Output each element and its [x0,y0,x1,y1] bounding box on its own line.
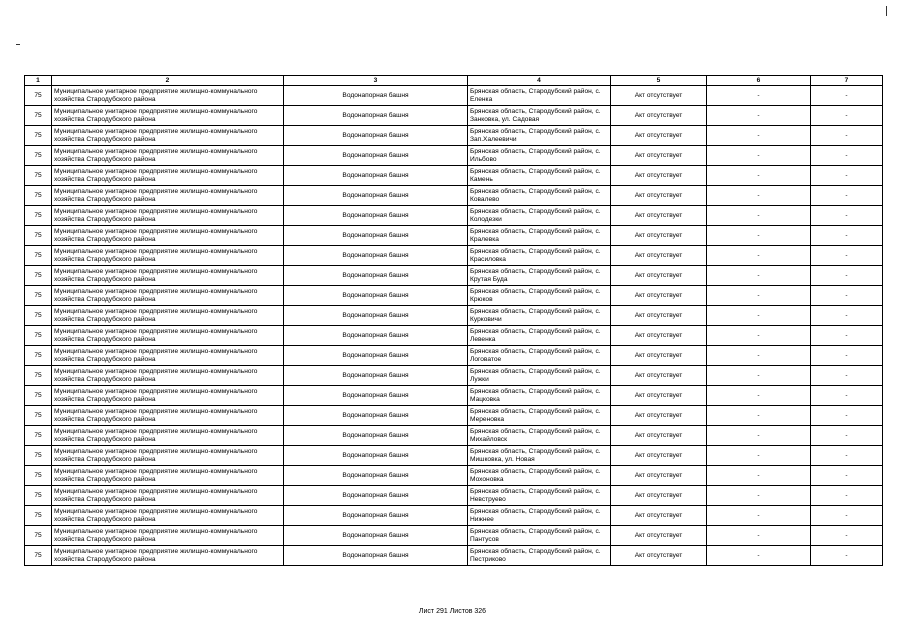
organization-cell: Муниципальное унитарное предприятие жилищно-коммунального хозяйства Стародубского района [52,366,284,386]
table-body [25,86,883,566]
column-6-cell: - [707,526,811,546]
act-status-cell: Акт отсутствует [611,326,707,346]
column-6-cell: - [707,406,811,426]
table-row [25,186,883,206]
object-type-cell: Водонапорная башня [284,146,468,166]
act-status-cell: Акт отсутствует [611,526,707,546]
column-7-cell: - [811,366,883,386]
column-7-cell: - [811,226,883,246]
object-type-cell: Водонапорная башня [284,406,468,426]
object-type-cell: Водонапорная башня [284,286,468,306]
act-status-cell: Акт отсутствует [611,426,707,446]
column-7-cell: - [811,126,883,146]
column-6-cell: - [707,186,811,206]
address-cell: Брянская область, Стародубский район, с. Лужки [468,366,611,386]
row-number-cell: 75 [25,446,52,466]
address-cell: Брянская область, Стародубский район, с. Занковка, ул. Садовая [468,106,611,126]
act-status-cell: Акт отсутствует [611,106,707,126]
organization-cell: Муниципальное унитарное предприятие жилищно-коммунального хозяйства Стародубского района [52,226,284,246]
table-row [25,306,883,326]
organization-cell: Муниципальное унитарное предприятие жилищно-коммунального хозяйства Стародубского района [52,166,284,186]
organization-cell: Муниципальное унитарное предприятие жилищно-коммунального хозяйства Стародубского района [52,106,284,126]
column-7-cell: - [811,406,883,426]
act-status-cell: Акт отсутствует [611,86,707,106]
column-6-cell: - [707,126,811,146]
act-status-cell: Акт отсутствует [611,226,707,246]
column-7-cell: - [811,426,883,446]
column-6-cell: - [707,226,811,246]
column-header-1: 1 [25,76,52,86]
act-status-cell: Акт отсутствует [611,166,707,186]
address-cell: Брянская область, Стародубский район, с. Невструево [468,486,611,506]
row-number-cell: 75 [25,106,52,126]
margin-mark [886,6,887,16]
column-7-cell: - [811,206,883,226]
column-6-cell: - [707,146,811,166]
act-status-cell: Акт отсутствует [611,286,707,306]
table-row [25,346,883,366]
column-7-cell: - [811,486,883,506]
column-6-cell: - [707,506,811,526]
column-7-cell: - [811,306,883,326]
address-cell: Брянская область, Стародубский район, с. Мацковка [468,386,611,406]
act-status-cell: Акт отсутствует [611,546,707,566]
act-status-cell: Акт отсутствует [611,126,707,146]
organization-cell: Муниципальное унитарное предприятие жилищно-коммунального хозяйства Стародубского района [52,406,284,426]
column-6-cell: - [707,86,811,106]
object-type-cell: Водонапорная башня [284,426,468,446]
column-7-cell: - [811,546,883,566]
organization-cell: Муниципальное унитарное предприятие жилищно-коммунального хозяйства Стародубского района [52,386,284,406]
table-row [25,426,883,446]
table-row [25,226,883,246]
organization-cell: Муниципальное унитарное предприятие жилищно-коммунального хозяйства Стародубского района [52,526,284,546]
header-row [25,76,883,86]
column-6-cell: - [707,426,811,446]
organization-cell: Муниципальное унитарное предприятие жилищно-коммунального хозяйства Стародубского района [52,306,284,326]
column-7-cell: - [811,166,883,186]
address-cell: Брянская область, Стародубский район, с. Пестриково [468,546,611,566]
margin-mark [16,44,20,45]
column-6-cell: - [707,546,811,566]
address-cell: Брянская область, Стародубский район, с. Левенка [468,326,611,346]
object-type-cell: Водонапорная башня [284,326,468,346]
table-row [25,206,883,226]
object-type-cell: Водонапорная башня [284,126,468,146]
table-row [25,286,883,306]
act-status-cell: Акт отсутствует [611,486,707,506]
column-7-cell: - [811,466,883,486]
row-number-cell: 75 [25,426,52,446]
object-type-cell: Водонапорная башня [284,386,468,406]
act-status-cell: Акт отсутствует [611,186,707,206]
row-number-cell: 75 [25,286,52,306]
table-row [25,246,883,266]
address-cell: Брянская область, Стародубский район, с. Камень [468,166,611,186]
column-header-7: 7 [811,76,883,86]
address-cell: Брянская область, Стародубский район, с. Ильбово [468,146,611,166]
column-7-cell: - [811,106,883,126]
column-header-4: 4 [468,76,611,86]
table-row [25,466,883,486]
object-type-cell: Водонапорная башня [284,366,468,386]
row-number-cell: 75 [25,346,52,366]
object-type-cell: Водонапорная башня [284,506,468,526]
row-number-cell: 75 [25,466,52,486]
column-7-cell: - [811,326,883,346]
act-status-cell: Акт отсутствует [611,386,707,406]
column-header-2: 2 [52,76,284,86]
organization-cell: Муниципальное унитарное предприятие жилищно-коммунального хозяйства Стародубского района [52,506,284,526]
column-header-3: 3 [284,76,468,86]
column-6-cell: - [707,206,811,226]
act-status-cell: Акт отсутствует [611,366,707,386]
organization-cell: Муниципальное унитарное предприятие жилищно-коммунального хозяйства Стародубского района [52,486,284,506]
act-status-cell: Акт отсутствует [611,446,707,466]
column-6-cell: - [707,326,811,346]
organization-cell: Муниципальное унитарное предприятие жилищно-коммунального хозяйства Стародубского района [52,126,284,146]
column-6-cell: - [707,466,811,486]
column-6-cell: - [707,446,811,466]
object-type-cell: Водонапорная башня [284,306,468,326]
organization-cell: Муниципальное унитарное предприятие жилищно-коммунального хозяйства Стародубского района [52,206,284,226]
row-number-cell: 75 [25,506,52,526]
table-row [25,486,883,506]
address-cell: Брянская область, Стародубский район, с. Мохоновка [468,466,611,486]
address-cell: Брянская область, Стародубский район, с. Красиловка [468,246,611,266]
object-type-cell: Водонапорная башня [284,526,468,546]
column-6-cell: - [707,166,811,186]
table-row [25,406,883,426]
object-type-cell: Водонапорная башня [284,106,468,126]
address-cell: Брянская область, Стародубский район, с. Зап.Халеевичи [468,126,611,146]
page-footer: Лист 291 Листов 326 [418,608,487,615]
column-6-cell: - [707,106,811,126]
object-type-cell: Водонапорная башня [284,346,468,366]
organization-cell: Муниципальное унитарное предприятие жилищно-коммунального хозяйства Стародубского района [52,346,284,366]
column-7-cell: - [811,446,883,466]
object-type-cell: Водонапорная башня [284,166,468,186]
row-number-cell: 75 [25,226,52,246]
row-number-cell: 75 [25,306,52,326]
column-7-cell: - [811,346,883,366]
row-number-cell: 75 [25,486,52,506]
column-header-6: 6 [707,76,811,86]
table-row [25,86,883,106]
object-type-cell: Водонапорная башня [284,466,468,486]
organization-cell: Муниципальное унитарное предприятие жилищно-коммунального хозяйства Стародубского района [52,426,284,446]
column-7-cell: - [811,266,883,286]
address-cell: Брянская область, Стародубский район, с. Михайловск [468,426,611,446]
table-row [25,366,883,386]
row-number-cell: 75 [25,406,52,426]
address-cell: Брянская область, Стародубский район, с. Кралевка [468,226,611,246]
column-7-cell: - [811,526,883,546]
organization-cell: Муниципальное унитарное предприятие жилищно-коммунального хозяйства Стародубского района [52,546,284,566]
column-6-cell: - [707,486,811,506]
address-cell: Брянская область, Стародубский район, с. Нижнее [468,506,611,526]
organization-cell: Муниципальное унитарное предприятие жилищно-коммунального хозяйства Стародубского района [52,326,284,346]
table-row [25,386,883,406]
column-7-cell: - [811,286,883,306]
row-number-cell: 75 [25,386,52,406]
column-6-cell: - [707,346,811,366]
act-status-cell: Акт отсутствует [611,506,707,526]
column-7-cell: - [811,86,883,106]
table-row [25,446,883,466]
organization-cell: Муниципальное унитарное предприятие жилищно-коммунального хозяйства Стародубского района [52,286,284,306]
registry-table [24,75,883,566]
table-row [25,166,883,186]
table-row [25,146,883,166]
column-7-cell: - [811,146,883,166]
table-row [25,506,883,526]
act-status-cell: Акт отсутствует [611,146,707,166]
row-number-cell: 75 [25,206,52,226]
object-type-cell: Водонапорная башня [284,546,468,566]
address-cell: Брянская область, Стародубский район, с. Крутая Буда [468,266,611,286]
object-type-cell: Водонапорная башня [284,206,468,226]
column-7-cell: - [811,506,883,526]
row-number-cell: 75 [25,326,52,346]
row-number-cell: 75 [25,126,52,146]
address-cell: Брянская область, Стародубский район, с. Мишковка, ул. Новая [468,446,611,466]
act-status-cell: Акт отсутствует [611,206,707,226]
object-type-cell: Водонапорная башня [284,446,468,466]
column-6-cell: - [707,246,811,266]
column-header-5: 5 [611,76,707,86]
address-cell: Брянская область, Стародубский район, с. Курковичи [468,306,611,326]
column-6-cell: - [707,306,811,326]
organization-cell: Муниципальное унитарное предприятие жилищно-коммунального хозяйства Стародубского района [52,266,284,286]
table-row [25,106,883,126]
act-status-cell: Акт отсутствует [611,466,707,486]
object-type-cell: Водонапорная башня [284,86,468,106]
column-6-cell: - [707,366,811,386]
organization-cell: Муниципальное унитарное предприятие жилищно-коммунального хозяйства Стародубского района [52,466,284,486]
address-cell: Брянская область, Стародубский район, с. Пантусов [468,526,611,546]
organization-cell: Муниципальное унитарное предприятие жилищно-коммунального хозяйства Стародубского района [52,86,284,106]
row-number-cell: 75 [25,366,52,386]
object-type-cell: Водонапорная башня [284,186,468,206]
act-status-cell: Акт отсутствует [611,406,707,426]
column-7-cell: - [811,386,883,406]
row-number-cell: 75 [25,526,52,546]
act-status-cell: Акт отсутствует [611,266,707,286]
column-7-cell: - [811,246,883,266]
table-row [25,546,883,566]
object-type-cell: Водонапорная башня [284,266,468,286]
row-number-cell: 75 [25,166,52,186]
address-cell: Брянская область, Стародубский район, с. Ковалево [468,186,611,206]
column-6-cell: - [707,386,811,406]
row-number-cell: 75 [25,546,52,566]
organization-cell: Муниципальное унитарное предприятие жилищно-коммунального хозяйства Стародубского района [52,146,284,166]
address-cell: Брянская область, Стародубский район, с. Логоватое [468,346,611,366]
object-type-cell: Водонапорная башня [284,246,468,266]
organization-cell: Муниципальное унитарное предприятие жилищно-коммунального хозяйства Стародубского района [52,246,284,266]
address-cell: Брянская область, Стародубский район, с. Крюков [468,286,611,306]
row-number-cell: 75 [25,146,52,166]
row-number-cell: 75 [25,186,52,206]
address-cell: Брянская область, Стародубский район, с. Мереновка [468,406,611,426]
organization-cell: Муниципальное унитарное предприятие жилищно-коммунального хозяйства Стародубского района [52,446,284,466]
object-type-cell: Водонапорная башня [284,226,468,246]
address-cell: Брянская область, Стародубский район, с. Еленка [468,86,611,106]
table-row [25,266,883,286]
row-number-cell: 75 [25,246,52,266]
act-status-cell: Акт отсутствует [611,306,707,326]
column-7-cell: - [811,186,883,206]
organization-cell: Муниципальное унитарное предприятие жилищно-коммунального хозяйства Стародубского района [52,186,284,206]
act-status-cell: Акт отсутствует [611,346,707,366]
row-number-cell: 75 [25,266,52,286]
row-number-cell: 75 [25,86,52,106]
column-6-cell: - [707,286,811,306]
address-cell: Брянская область, Стародубский район, с. Колодезки [468,206,611,226]
table-row [25,526,883,546]
table-row [25,126,883,146]
table-row [25,326,883,346]
object-type-cell: Водонапорная башня [284,486,468,506]
act-status-cell: Акт отсутствует [611,246,707,266]
column-6-cell: - [707,266,811,286]
